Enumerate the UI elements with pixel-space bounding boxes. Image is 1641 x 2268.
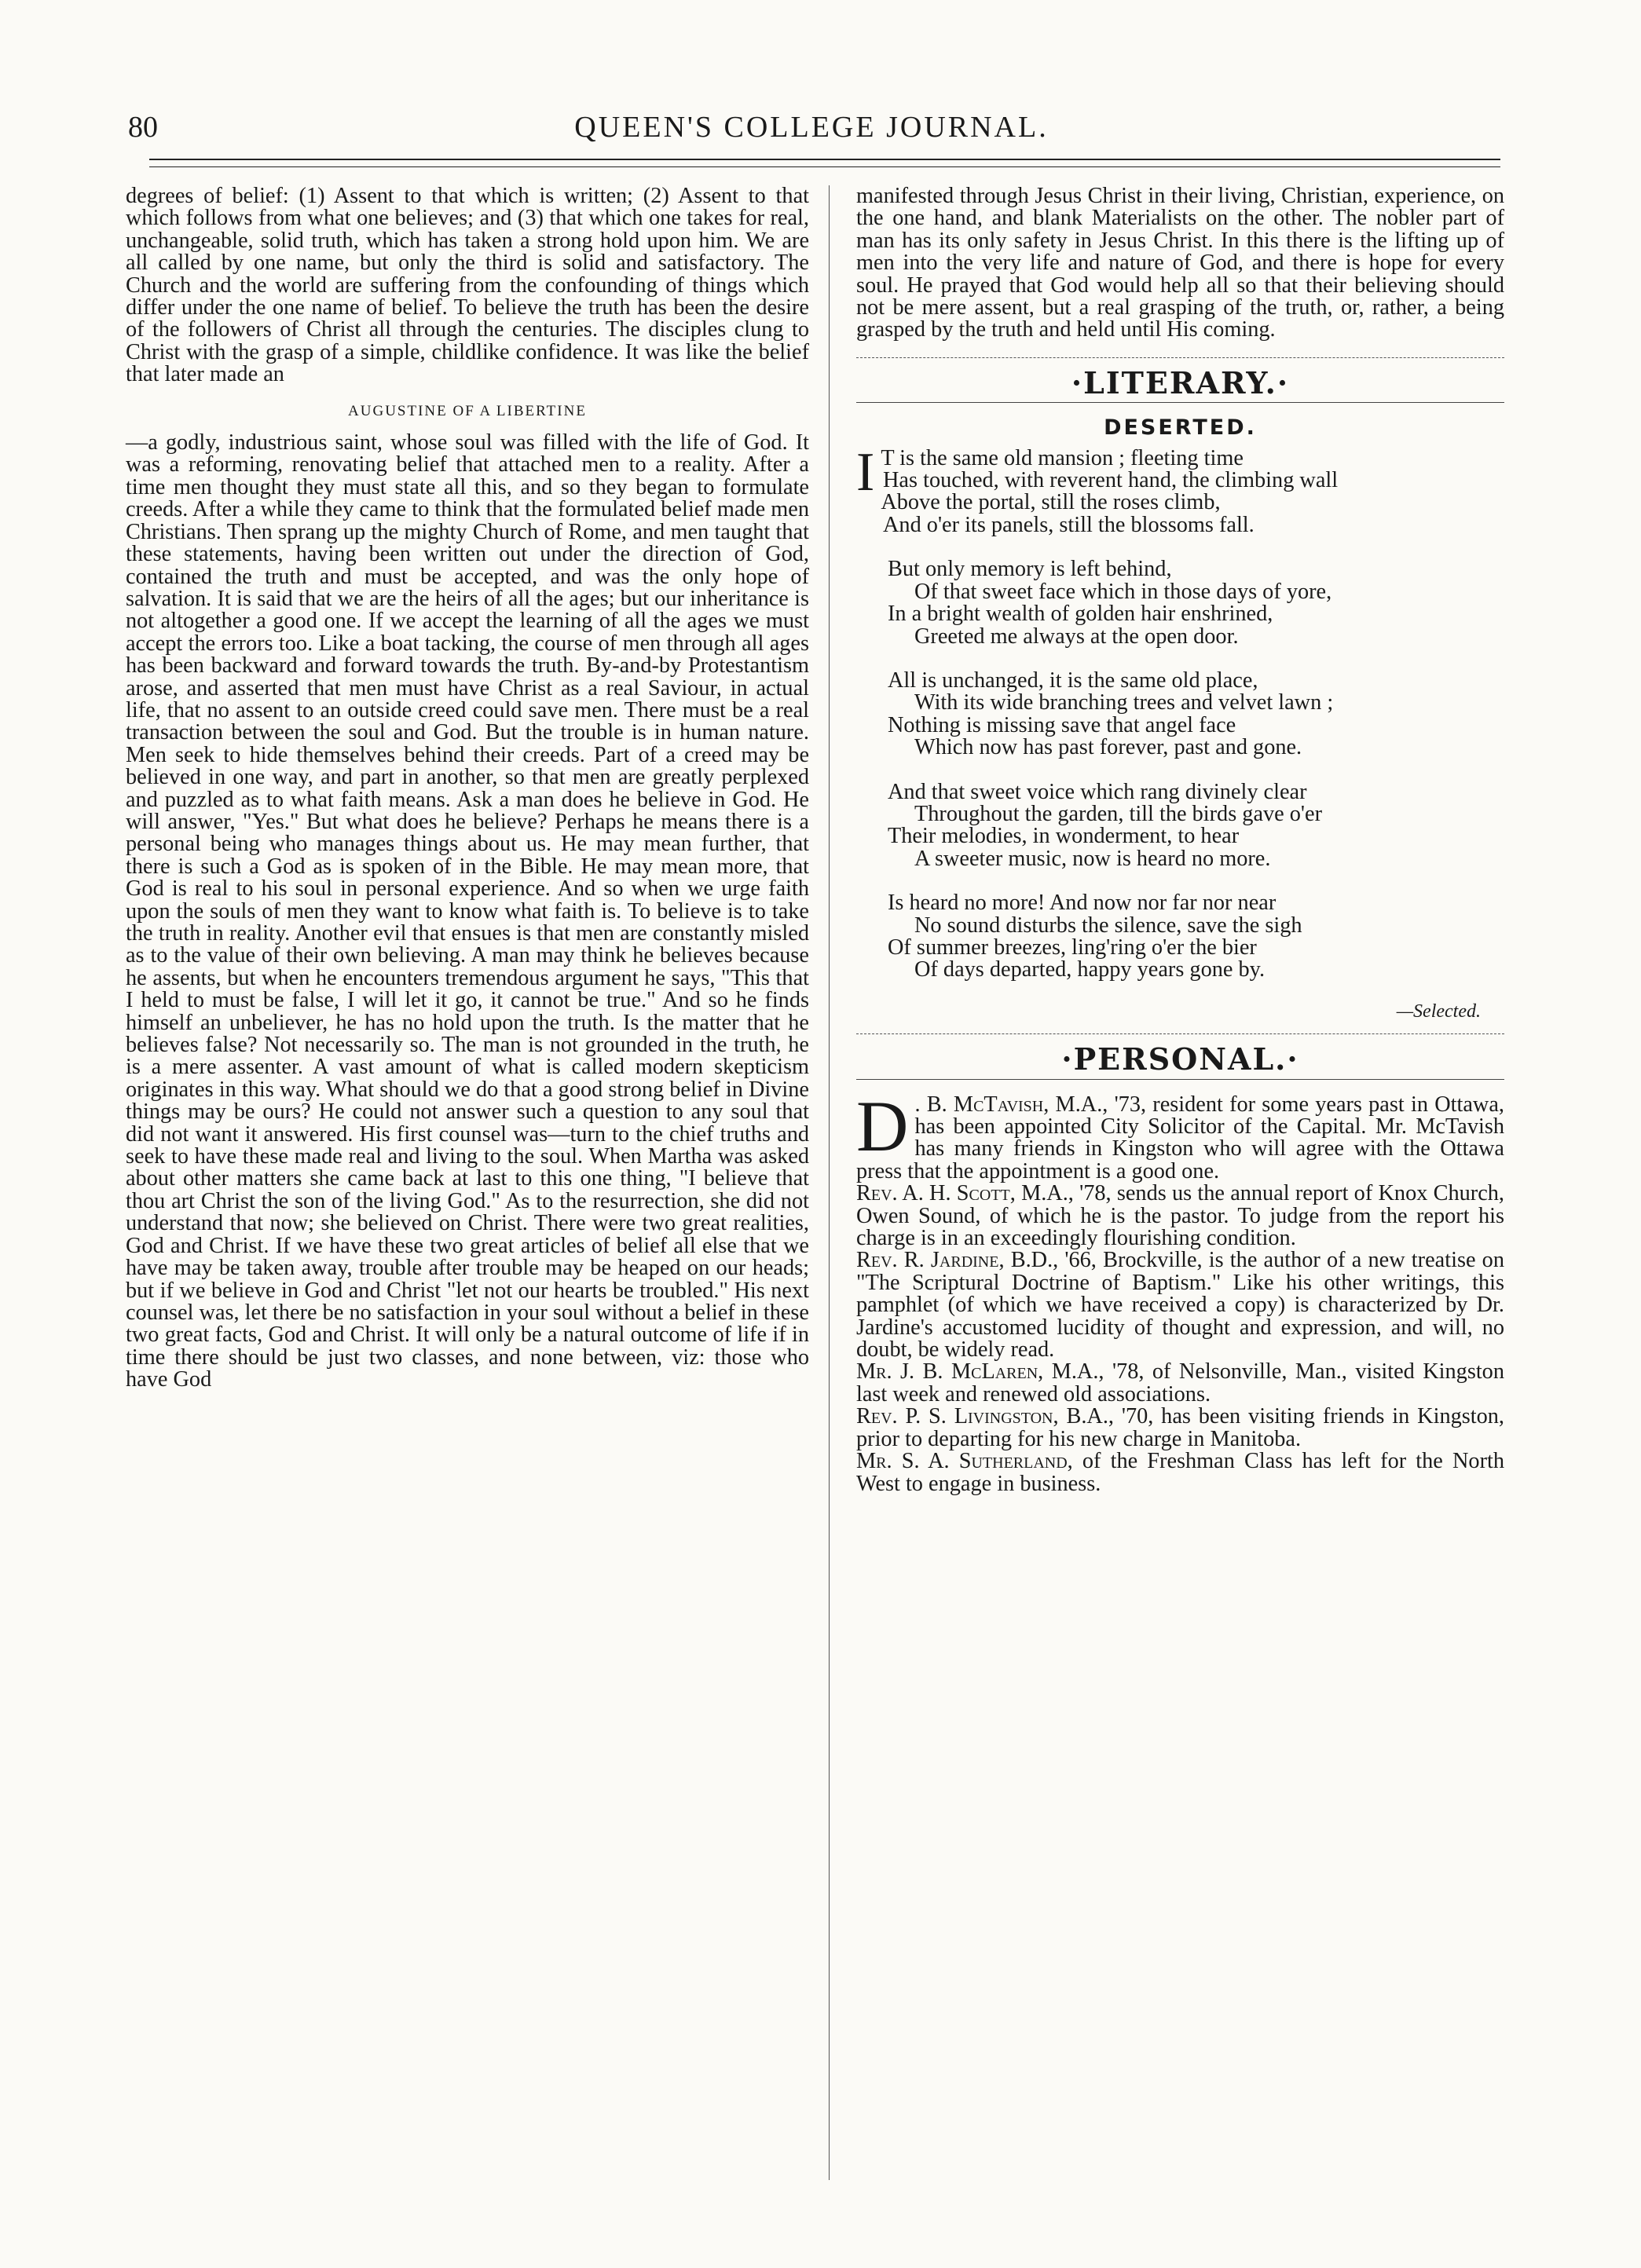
personal-list — [856, 1085, 1504, 1496]
poem-line: Above the portal, still the roses climb, — [881, 490, 1221, 515]
literary-heading: ·LITERARY.· — [1071, 364, 1290, 401]
poem-title: DESERTED. — [1104, 415, 1257, 441]
poem-line: All is unchanged, it is the same old place, — [888, 668, 1258, 693]
journal-title: QUEEN'S COLLEGE JOURNAL. — [574, 111, 1049, 144]
poem-line: No sound disturbs the silence, save the sigh — [914, 913, 1302, 938]
poem-line: T is the same old mansion ; fleeting time — [881, 445, 1244, 470]
poem-stanza — [856, 781, 1504, 871]
article-paragraph: degrees of belief: (1) Assent to that which is written; (2) Assent to that which follows from what one believes; and (3) that which one takes for real, unchangeable, solid truth, which has taken a strong hold upon him. We are all called by one name, but only the third is solid and satisfactory. The Church and the world are suffering from the confounding of things which differ under the one name of belief. To believe the truth has been the desire of the followers of Christ all through the centuries. The disciples clung to Christ with the grasp of a simple, childlike confidence. It was like the belief that later made an — [126, 184, 809, 387]
poem-line: Greeted me always at the open door. — [914, 624, 1239, 649]
personal-text: of Nelsonville, Man., visited Kingston last week and renewed old associations. — [856, 1359, 1504, 1407]
poem — [856, 441, 1504, 982]
poem-line: Of days departed, happy years gone by. — [914, 957, 1266, 982]
personal-text: resident for some years past in Ottawa, has been appointed City Solicitor of the Capital. Mr. McTavish has many friends in Kingston who will agree with the Ottawa press that the appointment is a good one. — [856, 1092, 1504, 1183]
right-column — [856, 185, 1504, 1495]
article-subheading: AUGUSTINE OF A LIBERTINE — [348, 402, 587, 419]
personal-entry — [856, 1361, 1504, 1406]
page-header — [128, 110, 1495, 157]
poem-line: Has touched, with reverent hand, the climbing wall — [883, 468, 1339, 493]
poem-dropcap: I — [856, 441, 875, 503]
personal-entry — [856, 1450, 1504, 1495]
personal-text: has been visiting friends in Kingston, prior to departing for his new charge in Manitoba. — [856, 1404, 1504, 1451]
personal-dropcap: D — [856, 1085, 909, 1166]
article-paragraph: manifested through Jesus Christ in their living, Christian, experience, on the one hand, and blank Materialists on the other. The nobler part of man has its only safety in Jesus Christ. In this there is the lifting up of men into the very life and nature of God, and there is hope for every soul. He prayed that God would help all so that their believing should not be mere assent, but a real grasping of the truth, or, rather, a being grasped by the truth and held until His coming. — [856, 184, 1504, 342]
poem-line: And that sweet voice which rang divinely clear — [888, 779, 1307, 804]
poem-stanza — [856, 892, 1504, 982]
poem-credit: —Selected. — [1396, 1000, 1481, 1022]
personal-entry — [856, 1406, 1504, 1450]
section-divider — [856, 357, 1504, 358]
poem-line: And o'er its panels, still the blossoms fall. — [883, 512, 1255, 537]
poem-line: Of summer breezes, ling'ring o'er the bier — [888, 935, 1257, 960]
poem-line: Nothing is missing save that angel face — [888, 712, 1236, 737]
personal-name: . B. McTavish, M.A., '73, — [914, 1092, 1147, 1117]
section-divider — [856, 1033, 1504, 1034]
poem-line: A sweeter music, now is heard no more. — [914, 846, 1271, 871]
section-divider — [856, 1079, 1504, 1080]
poem-line: With its wide branching trees and velvet lawn ; — [914, 690, 1334, 715]
left-column — [126, 185, 809, 1392]
personal-entry — [856, 1249, 1504, 1361]
personal-text: sends us the annual report of Knox Church, Owen Sound, of which he is the pastor. To judge from the report his charge is in an exceedingly flourishing condition. — [856, 1181, 1504, 1251]
poem-stanza — [856, 558, 1504, 648]
personal-name: Rev. A. H. Scott, M.A., '78, — [856, 1181, 1112, 1206]
personal-name: Rev. R. Jardine, B.D., '66, — [856, 1248, 1097, 1273]
personal-name: Rev. P. S. Livingston, B.A., '70, — [856, 1404, 1154, 1429]
header-rule-thin — [149, 166, 1500, 167]
poem-line: In a bright wealth of golden hair enshrined, — [888, 602, 1273, 627]
poem-line: Throughout the garden, till the birds gave o'er — [914, 801, 1323, 826]
personal-name: Mr. J. B. McLaren, M.A., '78, — [856, 1359, 1145, 1385]
header-rule — [149, 159, 1500, 160]
poem-line: Which now has past forever, past and gone. — [914, 735, 1302, 760]
poem-line: Is heard no more! And now nor far nor near — [888, 891, 1277, 916]
column-divider — [829, 185, 830, 2180]
poem-line: Their melodies, in wonderment, to hear — [888, 824, 1240, 849]
poem-stanza — [856, 670, 1504, 759]
personal-entry — [856, 1183, 1504, 1249]
personal-text: of the Freshman Class has left for the North West to engage in business. — [856, 1449, 1504, 1496]
section-divider — [856, 402, 1504, 403]
personal-entry — [856, 1085, 1504, 1183]
personal-name: Mr. S. A. Sutherland, — [856, 1449, 1073, 1474]
page-number: 80 — [128, 111, 158, 144]
poem-line: But only memory is left behind, — [888, 557, 1172, 582]
article-paragraph: —a godly, industrious saint, whose soul was filled with the life of God. It was a reforming, renovating belief that attached men to a reality. After a time men thought they must state all this, and so they began to formulate creeds. After a while they came to think that the formulated belief made men Christians. Then sprang up the mighty Church of Rome, and men taught that these statements, having been written out under the direction of God, contained the truth and must be accepted, and was the only hope of salvation. It is said that we are the heirs of all the ages; but our inheritance is not altogether a good one. If we accept the learning of all the ages we must accept the errors too. Like a boat tacking, the course of men through all ages has been backward and forward towards the truth. By-and-by Protestantism arose, and asserted that men must have Christ as a real Saviour, in actual life, that no assent to an outside creed could save men. There must be a real transaction between the soul and God. But the trouble is in human nature. Men seek to hide themselves behind their creeds. Part of a creed may be believed in one way, and part in another, so that men are greatly perplexed and puzzled as to what faith means. Ask a man does he believe in God. He will answer, "Yes." But what does he believe? Perhaps he means there is a personal being who manages things about us. He may mean further, that there is such a God as is spoken of in the Bible. He may mean more, that God is real to his soul in personal experience. And so when we urge faith upon the souls of men they want to know what faith is. To believe is to take the truth in reality. Another evil that ensues is that men are constantly misled as to the value of their own believing. A man may think he believes because he assents, but when he encounters tremendous argument he says, "This that I held to must be false, I will let it go, it cannot be true." And so he finds himself an unbeliever, he has no hold upon the truth. Is the matter that he believes false? Not necessarily so. The man is not grounded in the truth, he is a mere assenter. A vast amount of what is called modern skepticism originates in this way. What should we do that a good strong belief in Divine things may be ours? He could not answer such a question to any soul that did not want it answered. His first counsel was—turn to the chief truths and seek to have these made real and living to the soul. When Martha was asked about other matters she came back at last to this one thing, "I believe that thou art Christ the son of the living God." As to the resurrection, she did not understand that now; she believed on Christ. There were two great realities, God and Christ. If we have these two great articles of belief all else that we have may be taken away, trouble after trouble may be heaped on our heads; but if we believe in God and Christ "let not our hearts be troubled." His next counsel was, let there be no satisfaction in your soul without a belief in these two great facts, God and Christ. It will only be a natural outcome of life if in time there should be just two classes, and none between, viz: those who have God — [126, 430, 809, 1392]
personal-text: Brockville, is the author of a new treatise on "The Scriptural Doctrine of Baptism." Like his other writings, this pamphlet (of which we have received a copy) is characterized by Dr. Jardine's accustomed lucidity of thought and expression, and will, no doubt, be widely read. — [856, 1248, 1504, 1363]
poem-line: Of that sweet face which in those days of yore, — [914, 579, 1332, 604]
poem-stanza — [856, 441, 1504, 537]
personal-heading: ·PERSONAL.· — [1061, 1041, 1299, 1077]
